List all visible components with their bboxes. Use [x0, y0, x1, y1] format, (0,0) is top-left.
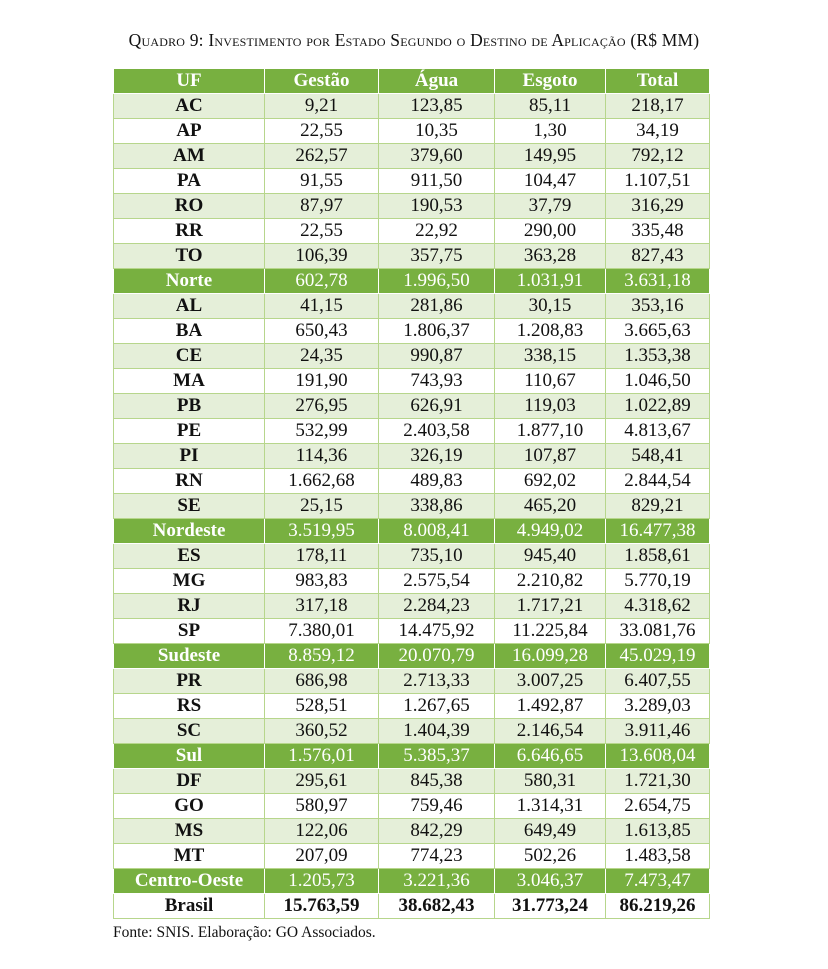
- source-note: Fonte: SNIS. Elaboração: GO Associados.: [113, 924, 376, 941]
- cell-agua: 38.682,43: [379, 894, 495, 919]
- cell-esgoto: 649,49: [495, 819, 606, 844]
- table-row: [114, 844, 710, 869]
- cell-agua: 911,50: [379, 169, 495, 194]
- cell-agua: 1.267,65: [379, 694, 495, 719]
- cell-esgoto: 6.646,65: [495, 744, 606, 769]
- cell-gestao: 3.519,95: [265, 519, 379, 544]
- cell-gestao: 22,55: [265, 219, 379, 244]
- cell-esgoto: 85,11: [495, 94, 606, 119]
- cell-gestao: 360,52: [265, 719, 379, 744]
- cell-gestao: 122,06: [265, 819, 379, 844]
- cell-gestao: 15.763,59: [265, 894, 379, 919]
- cell-total: 16.477,38: [606, 519, 710, 544]
- cell-esgoto: 2.146,54: [495, 719, 606, 744]
- table-row: [114, 169, 710, 194]
- table-row: [114, 344, 710, 369]
- cell-agua: 379,60: [379, 144, 495, 169]
- cell-uf: MA: [114, 369, 265, 394]
- cell-gestao: 295,61: [265, 769, 379, 794]
- cell-agua: 842,29: [379, 819, 495, 844]
- cell-agua: 1.404,39: [379, 719, 495, 744]
- investment-table: [113, 68, 710, 919]
- cell-total: 1.613,85: [606, 819, 710, 844]
- table-row: [114, 794, 710, 819]
- cell-gestao: 1.205,73: [265, 869, 379, 894]
- table-row: [114, 594, 710, 619]
- cell-total: 792,12: [606, 144, 710, 169]
- cell-esgoto: 338,15: [495, 344, 606, 369]
- cell-gestao: 317,18: [265, 594, 379, 619]
- cell-total: 548,41: [606, 444, 710, 469]
- region-subtotal-row: [114, 644, 710, 669]
- table-row: [114, 719, 710, 744]
- cell-esgoto: 1.877,10: [495, 419, 606, 444]
- table-row: [114, 419, 710, 444]
- cell-uf: AP: [114, 119, 265, 144]
- cell-esgoto: 465,20: [495, 494, 606, 519]
- cell-agua: 626,91: [379, 394, 495, 419]
- cell-total: 2.844,54: [606, 469, 710, 494]
- cell-gestao: 25,15: [265, 494, 379, 519]
- cell-total: 3.665,63: [606, 319, 710, 344]
- table-row: [114, 94, 710, 119]
- cell-gestao: 1.662,68: [265, 469, 379, 494]
- cell-uf: Norte: [114, 269, 265, 294]
- cell-uf: SE: [114, 494, 265, 519]
- cell-gestao: 41,15: [265, 294, 379, 319]
- table-caption: Quadro 9: Investimento por Estado Segundo o Destino de Aplicação (R$ MM): [128, 30, 700, 50]
- cell-total: 13.608,04: [606, 744, 710, 769]
- table-row: [114, 494, 710, 519]
- table-row: [114, 119, 710, 144]
- table-row: [114, 244, 710, 269]
- cell-uf: PE: [114, 419, 265, 444]
- cell-uf: TO: [114, 244, 265, 269]
- cell-uf: DF: [114, 769, 265, 794]
- column-header-uf: UF: [114, 69, 265, 94]
- cell-esgoto: 16.099,28: [495, 644, 606, 669]
- cell-uf: AM: [114, 144, 265, 169]
- cell-agua: 774,23: [379, 844, 495, 869]
- cell-uf: PR: [114, 669, 265, 694]
- cell-agua: 743,93: [379, 369, 495, 394]
- cell-gestao: 191,90: [265, 369, 379, 394]
- cell-total: 7.473,47: [606, 869, 710, 894]
- cell-esgoto: 1.492,87: [495, 694, 606, 719]
- cell-uf: PB: [114, 394, 265, 419]
- cell-total: 827,43: [606, 244, 710, 269]
- table-header-row: [114, 69, 710, 94]
- cell-uf: AC: [114, 94, 265, 119]
- cell-gestao: 650,43: [265, 319, 379, 344]
- cell-gestao: 207,09: [265, 844, 379, 869]
- cell-uf: SC: [114, 719, 265, 744]
- table-row: [114, 669, 710, 694]
- cell-esgoto: 1.208,83: [495, 319, 606, 344]
- cell-gestao: 8.859,12: [265, 644, 379, 669]
- region-subtotal-row: [114, 869, 710, 894]
- cell-total: 34,19: [606, 119, 710, 144]
- cell-total: 3.631,18: [606, 269, 710, 294]
- cell-agua: 10,35: [379, 119, 495, 144]
- cell-agua: 338,86: [379, 494, 495, 519]
- cell-gestao: 7.380,01: [265, 619, 379, 644]
- table-row: [114, 369, 710, 394]
- cell-agua: 759,46: [379, 794, 495, 819]
- cell-agua: 3.221,36: [379, 869, 495, 894]
- cell-gestao: 1.576,01: [265, 744, 379, 769]
- cell-agua: 14.475,92: [379, 619, 495, 644]
- cell-esgoto: 37,79: [495, 194, 606, 219]
- cell-agua: 8.008,41: [379, 519, 495, 544]
- cell-uf: BA: [114, 319, 265, 344]
- column-header-esgoto: Esgoto: [495, 69, 606, 94]
- cell-gestao: 114,36: [265, 444, 379, 469]
- cell-agua: 990,87: [379, 344, 495, 369]
- cell-total: 1.022,89: [606, 394, 710, 419]
- cell-esgoto: 11.225,84: [495, 619, 606, 644]
- cell-uf: Brasil: [114, 894, 265, 919]
- cell-total: 2.654,75: [606, 794, 710, 819]
- cell-uf: AL: [114, 294, 265, 319]
- cell-total: 6.407,55: [606, 669, 710, 694]
- cell-total: 1.858,61: [606, 544, 710, 569]
- cell-esgoto: 1.717,21: [495, 594, 606, 619]
- cell-total: 1.483,58: [606, 844, 710, 869]
- cell-esgoto: 290,00: [495, 219, 606, 244]
- cell-agua: 2.403,58: [379, 419, 495, 444]
- cell-uf: RJ: [114, 594, 265, 619]
- table-row: [114, 819, 710, 844]
- cell-gestao: 91,55: [265, 169, 379, 194]
- column-header-agua: Água: [379, 69, 495, 94]
- grand-total-row: [114, 894, 710, 919]
- table-row: [114, 569, 710, 594]
- cell-total: 1.721,30: [606, 769, 710, 794]
- cell-uf: MG: [114, 569, 265, 594]
- cell-total: 5.770,19: [606, 569, 710, 594]
- cell-esgoto: 104,47: [495, 169, 606, 194]
- cell-total: 335,48: [606, 219, 710, 244]
- cell-uf: Centro-Oeste: [114, 869, 265, 894]
- cell-uf: RN: [114, 469, 265, 494]
- cell-agua: 1.806,37: [379, 319, 495, 344]
- table-row: [114, 444, 710, 469]
- cell-agua: 5.385,37: [379, 744, 495, 769]
- cell-uf: PI: [114, 444, 265, 469]
- table-row: [114, 694, 710, 719]
- cell-agua: 190,53: [379, 194, 495, 219]
- table-row: [114, 619, 710, 644]
- cell-esgoto: 1.314,31: [495, 794, 606, 819]
- cell-gestao: 580,97: [265, 794, 379, 819]
- table-row: [114, 144, 710, 169]
- cell-total: 829,21: [606, 494, 710, 519]
- cell-agua: 326,19: [379, 444, 495, 469]
- cell-esgoto: 31.773,24: [495, 894, 606, 919]
- cell-total: 1.107,51: [606, 169, 710, 194]
- cell-total: 3.911,46: [606, 719, 710, 744]
- cell-gestao: 983,83: [265, 569, 379, 594]
- cell-esgoto: 502,26: [495, 844, 606, 869]
- cell-gestao: 178,11: [265, 544, 379, 569]
- cell-esgoto: 1.031,91: [495, 269, 606, 294]
- cell-uf: MS: [114, 819, 265, 844]
- column-header-total: Total: [606, 69, 710, 94]
- cell-esgoto: 692,02: [495, 469, 606, 494]
- cell-uf: RO: [114, 194, 265, 219]
- cell-esgoto: 3.046,37: [495, 869, 606, 894]
- cell-gestao: 602,78: [265, 269, 379, 294]
- cell-esgoto: 119,03: [495, 394, 606, 419]
- cell-esgoto: 580,31: [495, 769, 606, 794]
- cell-gestao: 9,21: [265, 94, 379, 119]
- cell-gestao: 276,95: [265, 394, 379, 419]
- cell-gestao: 262,57: [265, 144, 379, 169]
- cell-total: 4.318,62: [606, 594, 710, 619]
- cell-agua: 2.713,33: [379, 669, 495, 694]
- cell-uf: CE: [114, 344, 265, 369]
- region-subtotal-row: [114, 519, 710, 544]
- table-row: [114, 294, 710, 319]
- cell-total: 45.029,19: [606, 644, 710, 669]
- cell-gestao: 532,99: [265, 419, 379, 444]
- cell-gestao: 686,98: [265, 669, 379, 694]
- table-body: [114, 94, 710, 919]
- table-row: [114, 769, 710, 794]
- cell-agua: 20.070,79: [379, 644, 495, 669]
- cell-total: 218,17: [606, 94, 710, 119]
- cell-esgoto: 2.210,82: [495, 569, 606, 594]
- cell-total: 1.353,38: [606, 344, 710, 369]
- cell-esgoto: 110,67: [495, 369, 606, 394]
- cell-esgoto: 4.949,02: [495, 519, 606, 544]
- cell-uf: RR: [114, 219, 265, 244]
- cell-total: 4.813,67: [606, 419, 710, 444]
- region-subtotal-row: [114, 269, 710, 294]
- table-row: [114, 394, 710, 419]
- cell-esgoto: 363,28: [495, 244, 606, 269]
- cell-esgoto: 30,15: [495, 294, 606, 319]
- cell-uf: MT: [114, 844, 265, 869]
- cell-esgoto: 1,30: [495, 119, 606, 144]
- cell-gestao: 106,39: [265, 244, 379, 269]
- cell-agua: 357,75: [379, 244, 495, 269]
- cell-gestao: 22,55: [265, 119, 379, 144]
- cell-uf: SP: [114, 619, 265, 644]
- cell-agua: 2.575,54: [379, 569, 495, 594]
- cell-agua: 2.284,23: [379, 594, 495, 619]
- cell-uf: ES: [114, 544, 265, 569]
- cell-uf: GO: [114, 794, 265, 819]
- cell-agua: 489,83: [379, 469, 495, 494]
- cell-agua: 845,38: [379, 769, 495, 794]
- cell-uf: PA: [114, 169, 265, 194]
- cell-total: 353,16: [606, 294, 710, 319]
- cell-agua: 281,86: [379, 294, 495, 319]
- table-row: [114, 469, 710, 494]
- cell-total: 33.081,76: [606, 619, 710, 644]
- cell-agua: 735,10: [379, 544, 495, 569]
- table-row: [114, 194, 710, 219]
- cell-uf: Nordeste: [114, 519, 265, 544]
- cell-esgoto: 149,95: [495, 144, 606, 169]
- cell-gestao: 87,97: [265, 194, 379, 219]
- cell-esgoto: 3.007,25: [495, 669, 606, 694]
- table-row: [114, 219, 710, 244]
- cell-gestao: 528,51: [265, 694, 379, 719]
- cell-esgoto: 945,40: [495, 544, 606, 569]
- cell-total: 1.046,50: [606, 369, 710, 394]
- cell-total: 316,29: [606, 194, 710, 219]
- cell-total: 86.219,26: [606, 894, 710, 919]
- cell-uf: Sul: [114, 744, 265, 769]
- cell-uf: RS: [114, 694, 265, 719]
- cell-esgoto: 107,87: [495, 444, 606, 469]
- table-row: [114, 544, 710, 569]
- region-subtotal-row: [114, 744, 710, 769]
- column-header-gestao: Gestão: [265, 69, 379, 94]
- cell-total: 3.289,03: [606, 694, 710, 719]
- cell-gestao: 24,35: [265, 344, 379, 369]
- table-row: [114, 319, 710, 344]
- cell-agua: 1.996,50: [379, 269, 495, 294]
- cell-agua: 123,85: [379, 94, 495, 119]
- cell-uf: Sudeste: [114, 644, 265, 669]
- cell-agua: 22,92: [379, 219, 495, 244]
